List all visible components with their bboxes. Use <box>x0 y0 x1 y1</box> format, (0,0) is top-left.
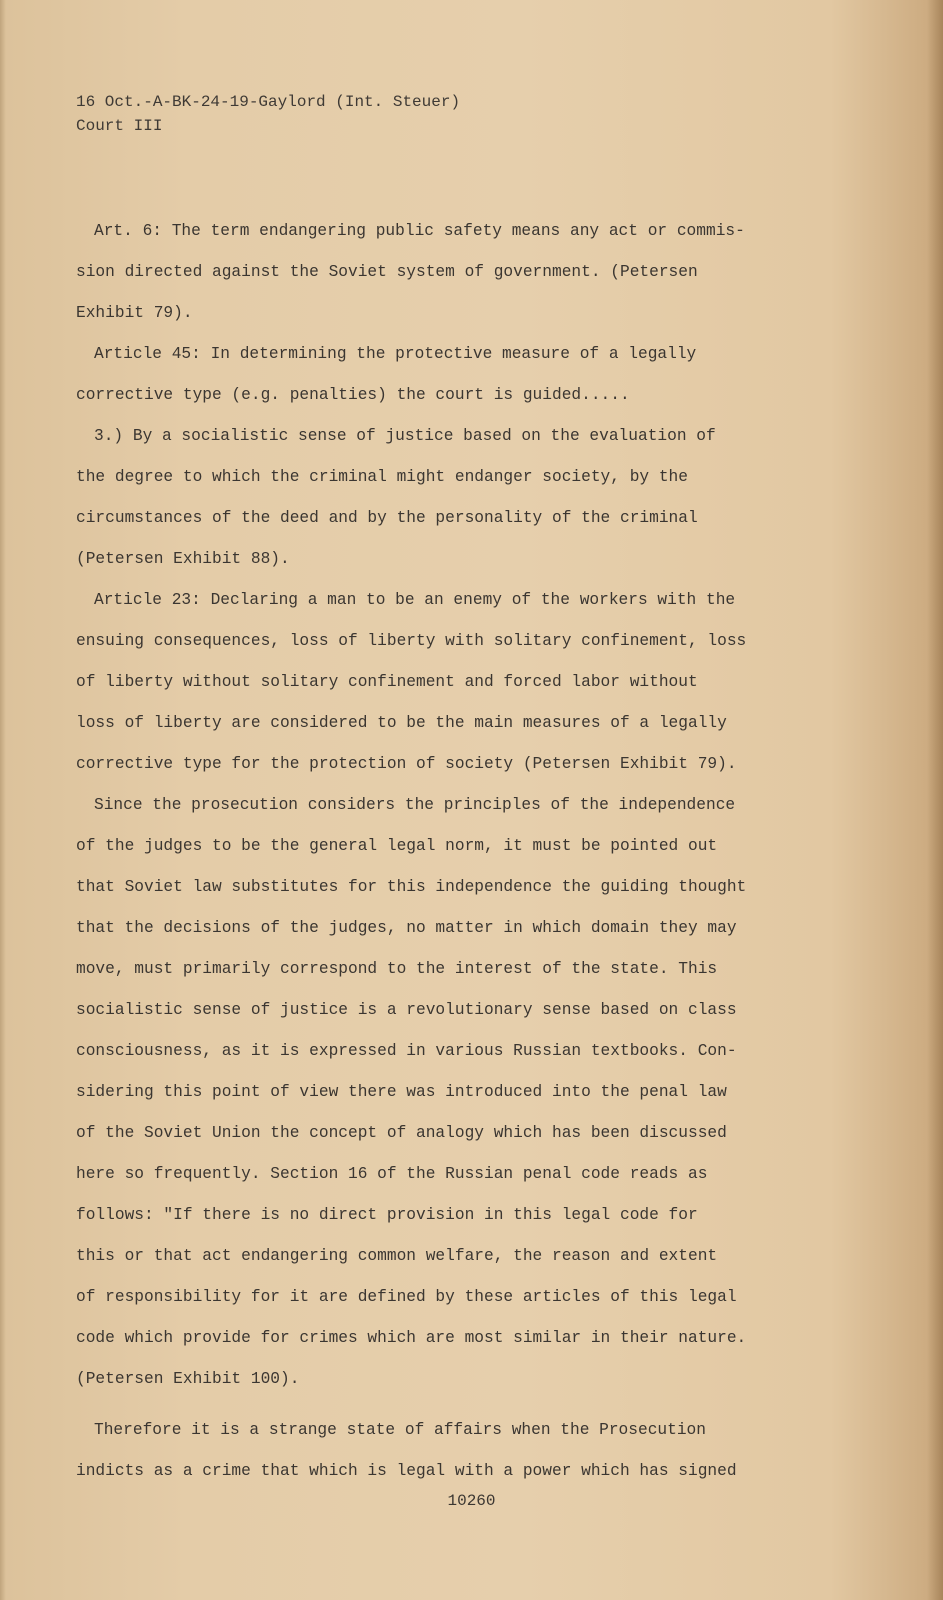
header-court-line: Court III <box>76 117 163 135</box>
text-line: of the Soviet Union the concept of analogy which has been discussed <box>76 1124 727 1142</box>
text-line: here so frequently. Section 16 of the Russian penal code reads as <box>76 1165 708 1183</box>
text-line: that the decisions of the judges, no matter in which domain they may <box>76 919 737 937</box>
text-line: Article 23: Declaring a man to be an enemy of the workers with the <box>94 591 736 609</box>
text-line: the degree to which the criminal might endanger society, by the <box>76 468 688 486</box>
text-line: Art. 6: The term endangering public safety means any act or commis- <box>94 222 745 240</box>
text-line: of responsibility for it are defined by these articles of this legal <box>76 1288 737 1306</box>
document-body <box>76 211 816 1492</box>
text-line: corrective type for the protection of society (Petersen Exhibit 79). <box>76 755 737 773</box>
text-line: code which provide for crimes which are most similar in their nature. <box>76 1329 747 1347</box>
text-line: this or that act endangering common welfare, the reason and extent <box>76 1247 718 1265</box>
text-line: indicts as a crime that which is legal with a power which has signed <box>76 1462 737 1480</box>
text-line: ensuing consequences, loss of liberty with solitary confinement, loss <box>76 632 747 650</box>
text-line: 3.) By a socialistic sense of justice based on the evaluation of <box>94 427 716 445</box>
text-line: that Soviet law substitutes for this independence the guiding thought <box>76 878 747 896</box>
text-line: socialistic sense of justice is a revolutionary sense based on class <box>76 1001 737 1019</box>
text-line: loss of liberty are considered to be the main measures of a legally <box>76 714 727 732</box>
text-line: of liberty without solitary confinement and forced labor without <box>76 673 698 691</box>
text-line: move, must primarily correspond to the interest of the state. This <box>76 960 718 978</box>
header-reference-line: 16 Oct.-A-BK-24-19-Gaylord (Int. Steuer) <box>76 93 461 111</box>
text-line: (Petersen Exhibit 88). <box>76 550 290 568</box>
text-line: of the judges to be the general legal norm, it must be pointed out <box>76 837 718 855</box>
text-line: follows: "If there is no direct provision in this legal code for <box>76 1206 698 1224</box>
text-line: Since the prosecution considers the principles of the independence <box>94 796 736 814</box>
text-line: Therefore it is a strange state of affairs when the Prosecution <box>94 1421 706 1439</box>
text-line: sidering this point of view there was introduced into the penal law <box>76 1083 727 1101</box>
paragraph-gap <box>76 1400 816 1410</box>
page-left-edge-shadow <box>0 0 6 1600</box>
text-line: circumstances of the deed and by the personality of the criminal <box>76 509 698 527</box>
page-number: 10260 <box>447 1492 496 1510</box>
text-line: sion directed against the Soviet system of government. (Petersen <box>76 263 698 281</box>
text-line: consciousness, as it is expressed in various Russian textbooks. Con- <box>76 1042 737 1060</box>
page-right-edge-shadow <box>927 0 943 1600</box>
text-line: Exhibit 79). <box>76 304 193 322</box>
text-line: corrective type (e.g. penalties) the court is guided..... <box>76 386 630 404</box>
text-line: (Petersen Exhibit 100). <box>76 1370 300 1388</box>
text-line: Article 45: In determining the protective measure of a legally <box>94 345 697 363</box>
document-header <box>76 90 460 138</box>
